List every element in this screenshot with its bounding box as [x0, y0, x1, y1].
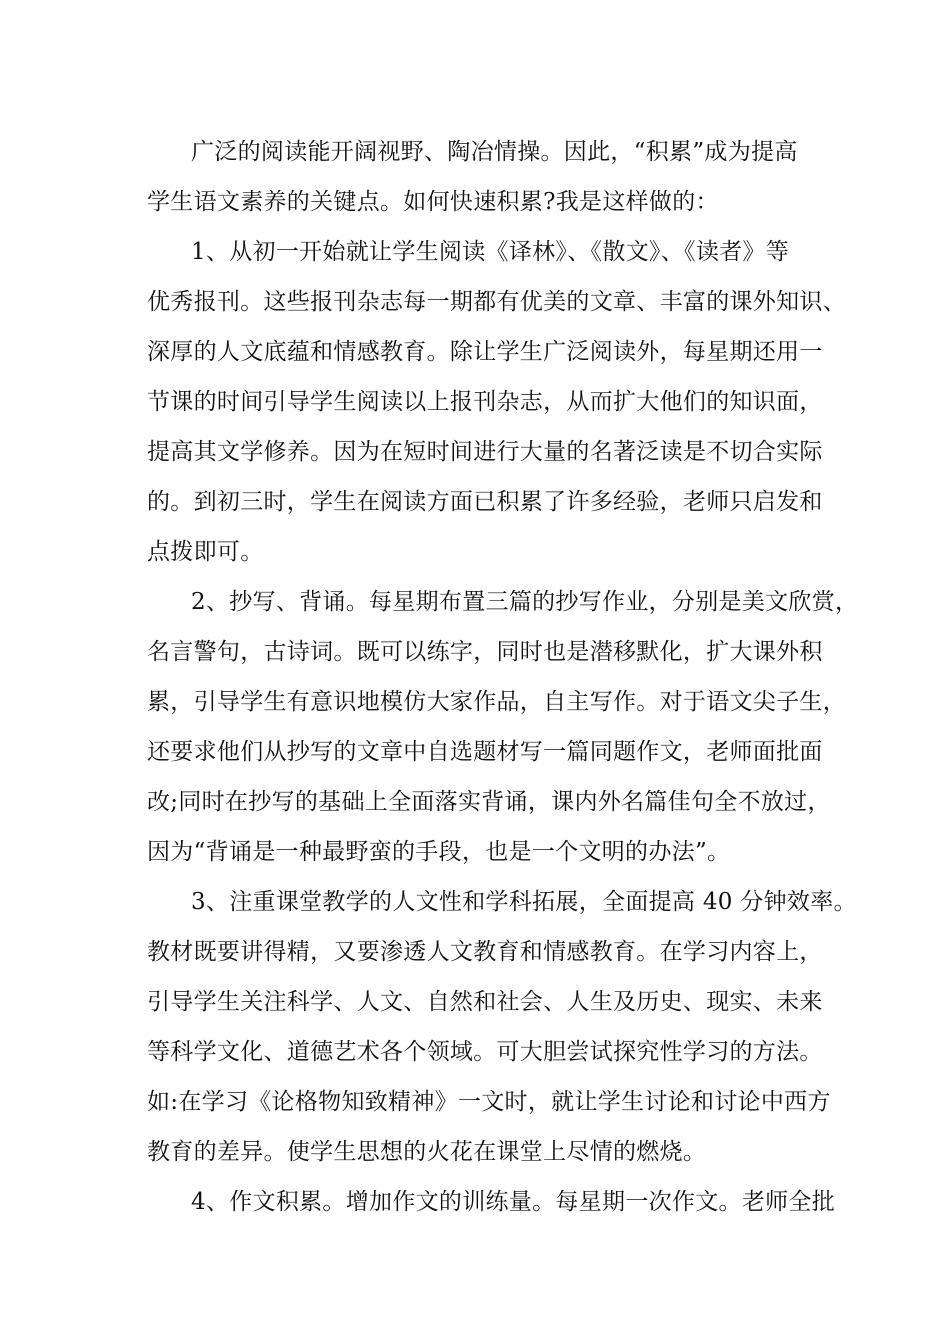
text-line: 优秀报刊。这些报刊杂志每一期都有优美的文章、丰富的课外知识、 [147, 289, 846, 315]
text-line: 如:在学习《论格物知致精神》一文时，就让学生讨论和讨论中西方 [147, 1089, 831, 1115]
text-line: 学生语文素养的关键点。如何快速积累?我是这样做的： [147, 189, 719, 215]
text-line: 2、抄写、背诵。每星期布置三篇的抄写作业，分别是美文欣赏， [191, 589, 859, 615]
text-line: 广泛的阅读能开阔视野、陶冶情操。因此，“积累”成为提高 [191, 139, 798, 165]
text-line: 节课的时间引导学生阅读以上报刊杂志，从而扩大他们的知识面， [147, 389, 823, 415]
text-line: 提高其文学修养。因为在短时间进行大量的名著泛读是不切合实际 [147, 439, 823, 465]
text-line: 点拨即可。 [147, 539, 264, 565]
text-line: 教材既要讲得精，又要渗透人文教育和情感教育。在学习内容上， [147, 939, 823, 965]
text-line: 名言警句，古诗词。既可以练字，同时也是潜移默化，扩大课外积 [147, 639, 823, 665]
text-line: 深厚的人文底蕴和情感教育。除让学生广泛阅读外，每星期还用一 [147, 339, 823, 365]
text-line: 等科学文化、道德艺术各个领域。可大胆尝试探究性学习的方法。 [147, 1039, 823, 1065]
text-line: 的。到初三时，学生在阅读方面已积累了许多经验，老师只启发和 [147, 489, 823, 515]
text-line: 累，引导学生有意识地模仿大家作品，自主写作。对于语文尖子生， [147, 689, 846, 715]
text-line: 因为“背诵是一种最野蛮的手段，也是一个文明的办法”。 [147, 839, 731, 865]
text-line: 教育的差异。使学生思想的火花在课堂上尽情的燃烧。 [147, 1139, 707, 1165]
text-line: 3、注重课堂教学的人文性和学科拓展，全面提高 40 分钟效率。 [191, 889, 857, 915]
text-line: 引导学生关注科学、人文、自然和社会、人生及历史、现实、未来 [147, 989, 823, 1015]
text-line: 改;同时在抄写的基础上全面落实背诵，课内外名篇佳句全不放过， [147, 789, 831, 815]
text-line: 1、从初一开始就让学生阅读《译林》、《散文》、《读者》等 [191, 239, 790, 265]
text-line: 4、作文积累。增加作文的训练量。每星期一次作文。老师全批 [191, 1189, 836, 1215]
text-line: 还要求他们从抄写的文章中自选题材写一篇同题作文，老师面批面 [147, 739, 823, 765]
